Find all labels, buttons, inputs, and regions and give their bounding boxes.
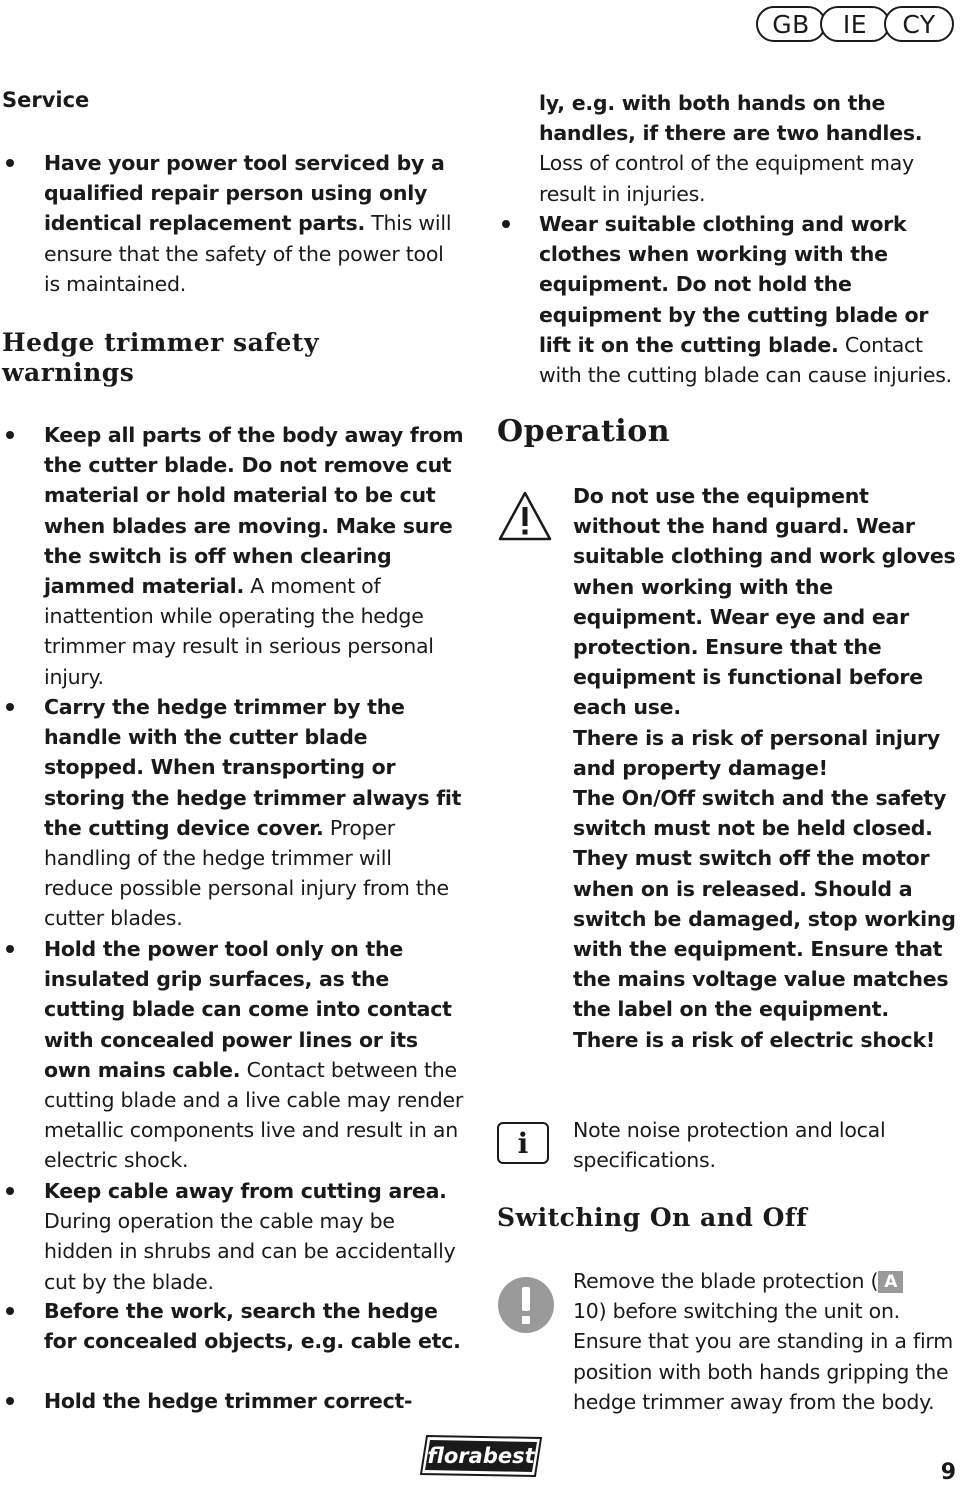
safety-bullet: [0, 692, 470, 934]
continued-paragraph: [539, 88, 960, 209]
bullet-text: [44, 148, 464, 299]
page-number: 9: [940, 1460, 956, 1485]
safety-bullet: [0, 1296, 470, 1356]
bullet-text: [539, 209, 960, 390]
warning-text-switch: The On/Off switch and the safety switch must not be held closed. They must switch off the motor when on is released. Should a switch be damaged, stop working with the equipment. Ensure that the mains voltage value matches the label on the equipment.: [573, 786, 956, 1022]
safety-bullet: [0, 420, 470, 692]
warning-text-injury-risk: There is a risk of personal injury and property damage!: [573, 725, 940, 780]
service-heading: Service: [2, 88, 90, 112]
safety-bullet: [0, 934, 470, 1176]
bullet-text: [44, 420, 464, 692]
switching-heading: Switching On and Off: [497, 1203, 808, 1232]
language-badge-ie: IE: [820, 6, 890, 42]
bullet-text: [44, 1296, 464, 1356]
operation-warning: [573, 481, 960, 1055]
bullet-bold-text: Carry the hedge trimmer by the handle with the cutter blade stopped. When transporting or storing the hedge trimmer always fit the cutting device cover.: [44, 695, 462, 840]
paragraph-bold-text: ly, e.g. with both hands on the handles, if there are two handles.: [539, 91, 923, 146]
florabest-logo: [419, 1432, 543, 1480]
warning-text-shock-risk: There is a risk of electric shock!: [573, 1027, 935, 1052]
caution-text-end: 10) before switching the unit on. Ensure that you are standing in a firm position with both hands gripping the hedge trimmer away from the body.: [573, 1299, 953, 1414]
bullet-dot: [6, 945, 14, 953]
hedge-safety-heading: Hedge trimmer safety warnings: [2, 328, 320, 387]
bullet-bold-text: Wear suitable clothing and work clothes when working with the equipment. Do not hold the equipment by the cutting blade or lift it on the cutting blade.: [539, 212, 929, 357]
safety-bullet: [0, 1386, 470, 1416]
clothing-bullet: [497, 209, 960, 390]
bullet-text: [44, 1386, 464, 1416]
operation-heading: Operation: [497, 414, 671, 449]
bullet-dot: [6, 1397, 14, 1405]
warning-triangle-icon: [497, 490, 553, 542]
language-badges: [762, 6, 954, 42]
bullet-dot: [502, 220, 510, 228]
paragraph-normal-text: Loss of control of the equipment may result in injuries.: [539, 151, 914, 206]
language-badge-gb: GB: [756, 6, 826, 42]
bullet-bold-text: Hold the hedge trimmer correct-: [44, 1389, 413, 1413]
bullet-normal-text: During operation the cable may be hidden in shrubs and can be accidentally cut by the blade.: [44, 1209, 456, 1294]
bullet-dot: [6, 1187, 14, 1195]
bullet-dot: [6, 431, 14, 439]
bullet-bold-text: Before the work, search the hedge for concealed objects, e.g. cable etc.: [44, 1299, 461, 1354]
bullet-text: [44, 934, 464, 1176]
info-icon: i: [497, 1122, 549, 1164]
caution-exclamation-icon: [497, 1276, 555, 1334]
logo-text: florabest: [427, 1444, 535, 1468]
safety-bullet: [0, 1176, 470, 1297]
bullet-bold-text: Have your power tool serviced by a qualified repair person using only identical replacement parts.: [44, 151, 445, 236]
bullet-normal-text: This will ensure that the safety of the power tool is maintained.: [44, 211, 452, 296]
bullet-text: [44, 692, 464, 934]
language-badge-cy: CY: [884, 6, 954, 42]
info-note: Note noise protection and local specifications.: [573, 1118, 886, 1173]
bullet-normal-text: A moment of inattention while operating the hedge trimmer may result in serious personal injury.: [44, 574, 434, 689]
warning-text-equipment: Do not use the equipment without the hand guard. Wear suitable clothing and work gloves when working with the equipment. Wear eye and ear protection. Ensure that the equipment is functional before each use.: [573, 484, 956, 720]
bullet-normal-text: Proper handling of the hedge trimmer will reduce possible personal injury from the cutter blades.: [44, 815, 449, 931]
bullet-dot: [6, 1307, 14, 1315]
bullet-normal-text: Contact with the cutting blade can cause injuries.: [539, 332, 952, 388]
bullet-bold-text: Hold the power tool only on the insulated grip surfaces, as the cutting blade can come into contact with concealed power lines or its own mains cable.: [44, 937, 452, 1082]
service-bullet: [0, 148, 470, 299]
caution-text-start: Remove the blade protection (: [573, 1269, 879, 1293]
caution-note: [573, 1266, 960, 1417]
figure-ref-badge: A: [878, 1271, 903, 1293]
bullet-bold-text: Keep cable away from cutting area.: [44, 1179, 447, 1203]
bullet-text: [44, 1176, 464, 1297]
bullet-dot: [6, 159, 14, 167]
bullet-dot: [6, 703, 14, 711]
bullet-normal-text: Contact between the cutting blade and a live cable may render metallic components live and result in an electric shock.: [44, 1057, 464, 1173]
bullet-bold-text: Keep all parts of the body away from the cutter blade. Do not remove cut material or hold material to be cut when blades are moving. Make sure the switch is off when clearing jammed material.: [44, 423, 464, 599]
